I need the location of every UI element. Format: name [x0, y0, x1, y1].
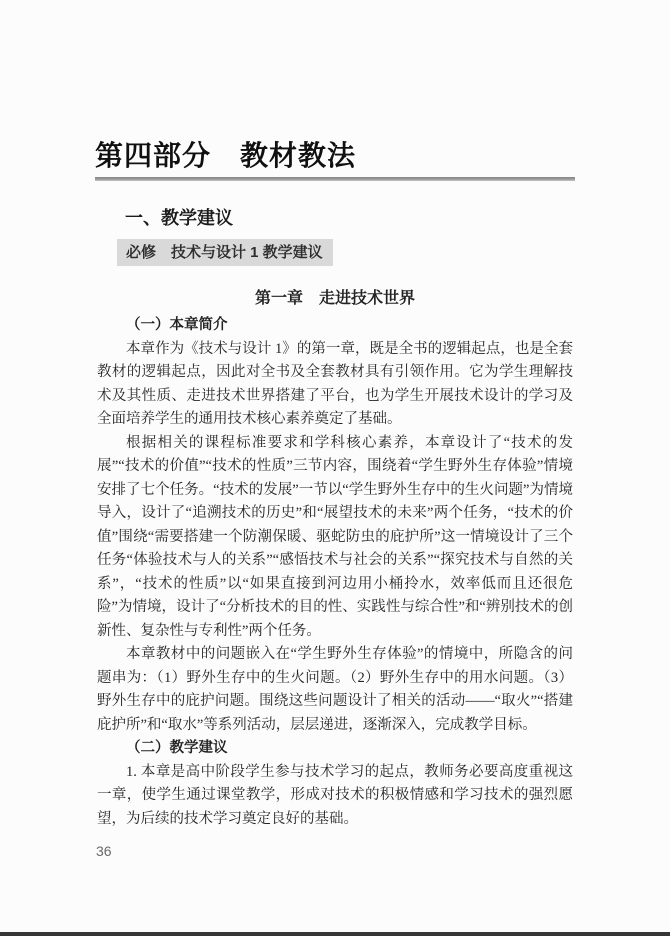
paragraph-1: 本章作为《技术与设计 1》的第一章，既是全书的逻辑起点，也是全套教材的逻辑起点，因此对全书及全套教材具有引领作用。它为学生理解技术及其性质、走进技术世界搭建了平台，也为学生开展技术设计的学习及全面培养学生的通用技术核心素养奠定了基础。 [97, 340, 573, 427]
paragraph-3: 本章教材中的问题嵌入在“学生野外生存体验”的情境中，所隐含的问题串为：（1）野外生存中的生火问题。（2）野外生存中的用水问题。（3）野外生存中的庇护问题。围绕这些问题设计了相关的活动——“取火”“搭建庇护所”和“取水”等系列活动，层层递进，逐渐深入，完成教学目标。 [97, 646, 573, 733]
page-number: 36 [96, 843, 112, 859]
subsection-heading-2: （二）教学建议 [126, 740, 228, 756]
title-divider-rule [95, 177, 575, 181]
paragraph-4: 1. 本章是高中阶段学生参与技术学习的起点，教师务必要高度重视这一章，使学生通过课堂教学，形成对技术的积极情感和学习技术的强烈愿望，为后续的技术学习奠定良好的基础。 [97, 763, 573, 827]
module-badge: 必修 技术与设计 1 教学建议 [117, 239, 333, 266]
chapter-heading: 第一章 走进技术世界 [254, 290, 415, 307]
subsection-heading-1: （一）本章简介 [126, 317, 228, 333]
chapter-content [97, 287, 573, 831]
section-heading: 一、教学建议 [125, 208, 233, 228]
part-title: 第四部分 教材教法 [95, 140, 357, 171]
part-header [95, 140, 575, 181]
paragraph-2: 根据相关的课程标准要求和学科核心素养，本章设计了“技术的发展”“技术的价值”“技术的性质”三节内容，围绕着“学生野外生存体验”情境安排了七个任务。“技术的发展”一节以“学生野外生存中的生火问题”为情境导入，设计了“追溯技术的历史”和“展望技术的未来”两个任务，“技术的价值”围绕“需要搭建一个防潮保暖、驱蛇防虫的庇护所”这一情境设计了三个任务“体验技术与人的关系”“感悟技术与社会的关系”“探究技术与自然的关系”，“技术的性质”以“如果直接到河边用小桶拎水，效率低而且还很危险”为情境，设计了“分析技术的目的性、实践性与综合性”和“辨别技术的创新性、复杂性与专利性”两个任务。 [97, 434, 573, 639]
page-bottom-edge [0, 932, 670, 936]
